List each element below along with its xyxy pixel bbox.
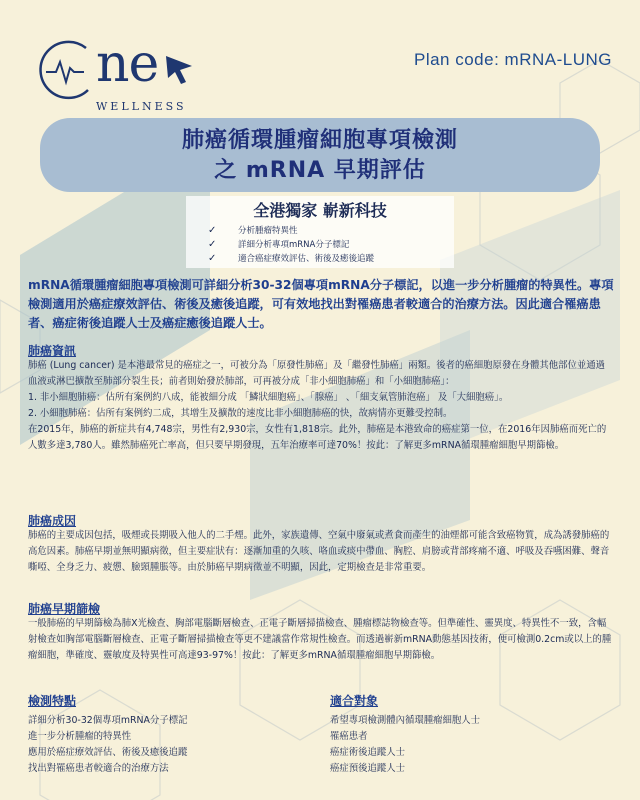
section-body-cause: [28, 528, 614, 576]
feature-item: ✓ 分析腫瘤特異性: [208, 225, 298, 236]
section-body-screening: [28, 616, 614, 664]
list-item: 找出對罹癌患者較適合的治療方法: [28, 763, 169, 774]
list-item: 癌症術後追蹤人士: [330, 747, 406, 758]
check-icon: ✓: [208, 253, 217, 264]
screening-paragraph-1: 一般肺癌的早期篩檢為肺X光檢查、胸部電腦斷層檢查、正電子斷層掃描檢查、腫瘤標誌物檢查等。但準確性、靈異度、特異性不一致，含輻射檢查如胸部電腦斷層檢查、正電子斷層掃描檢查等更不建議當作常規性檢查。而透過嶄新mRNA動態基因技術，便可檢測0.2cm或以上的腫瘤細胞，準確度、靈敏度及特異性可高達93-97%！按此：了解更多mRNA循環腫瘤細胞早期篩檢。: [28, 618, 612, 661]
list-item: 癌症預後追蹤人士: [330, 763, 406, 774]
section-title-cause: 肺癌成因: [28, 514, 77, 528]
list-item: 進一步分析腫瘤的特異性: [28, 731, 132, 742]
logo-ring-icon: [38, 38, 98, 102]
list-item: 罹癌患者: [330, 731, 368, 742]
title-line-1: 肺癌循環腫瘤細胞專項檢測: [181, 128, 458, 153]
feature-item: ✓ 適合癌症療效評估、術後及癒後追蹤: [208, 253, 375, 264]
info-paragraph-3: 2. 小細胞肺癌：佔所有案例約二成，其增生及擴散的速度比非小細胞肺癌的快，故病情亦更難受控制。: [28, 408, 453, 419]
logo-text: ne: [96, 34, 159, 94]
features-column: [28, 692, 318, 777]
section-body-info: [28, 358, 614, 454]
check-icon: ✓: [208, 239, 217, 250]
features-column-title: 檢測特點: [28, 694, 77, 708]
title-line-2: 之 mRNA 早期評估: [214, 158, 426, 183]
highlight-heading: 全港獨家 嶄新科技: [253, 201, 387, 220]
info-paragraph-4: 在2015年，肺癌的新症共有4,748宗，男性有2,930宗，女性有1,818宗。此外，肺癌是本港致命的癌症第一位，在2016年因肺癌而死亡的人數多達3,780人。雖然肺癌死亡率高，但只要早期發現，五年治療率可達70%！按此：了解更多mRNA循環腫瘤細胞早期篩檢。: [28, 424, 607, 451]
list-item: 希望專項檢測體內循環腫瘤細胞人士: [330, 715, 481, 726]
highlight-panel: [186, 196, 454, 268]
title-banner: [40, 118, 600, 192]
brand-logo: [44, 34, 204, 124]
feature-item: ✓ 詳細分析專項mRNA分子標記: [208, 239, 350, 250]
list-item: 詳細分析30-32個專項mRNA分子標記: [28, 715, 188, 726]
plan-code: Plan code: mRNA-LUNG: [413, 50, 612, 69]
cause-paragraph-1: 肺癌的主要成因包括，吸煙或長期吸入他人的二手煙。此外，家族遺傳、空氣中廢氣或煮食而產生的油煙都可能含致癌物質，成為誘發肺癌的高危因素。肺癌早期並無明顯病徵，但主要症狀有：逐漸加重的久咳、咯血或痰中帶血、胸腔、肩膀或背部疼痛不適、呼吸及吞嚥困難、聲音嘶啞、全身乏力、疲憊、臉頸腫脹等。由於肺癌早期病徵並不明顯，因此，定期檢查是非常重要。: [28, 530, 610, 573]
list-item: 應用於癌症療效評估、術後及癒後追蹤: [28, 747, 188, 758]
audience-column: [330, 692, 620, 777]
audience-column-title: 適合對象: [330, 694, 379, 708]
logo-subtitle: WELLNESS: [96, 100, 187, 113]
feature-list: [208, 224, 458, 266]
section-title-info: 肺癌資訊: [28, 344, 77, 358]
info-paragraph-2: 1. 非小細胞肺癌：佔所有案例約八成，能被細分成 「鱗狀細胞癌」、「腺癌」 、「細支氣管肺泡癌」 及「大細胞癌」。: [28, 392, 509, 403]
info-paragraph-1: 肺癌 (Lung cancer) 是本港最常見的癌症之一，可被分為「原發性肺癌」及「繼發性肺癌」兩類。後者的癌細胞原發在身體其他部位並通過血液或淋巴擴散至肺部分裂生長；前者則始發於肺部，可再被分成「非小細胞肺癌」和「小細胞肺癌」：: [28, 360, 606, 387]
check-icon: ✓: [208, 225, 217, 236]
intro-paragraph: mRNA循環腫瘤細胞專項檢測可詳細分析30-32個專項mRNA分子標記，以進一步分析腫瘤的特異性。專項檢測適用於癌症療效評估、術後及癒後追蹤，可有效地找出對罹癌患者較適合的治療方法。因此適合罹癌患者、癌症術後追蹤人士及癌症癒後追蹤人士。: [28, 278, 614, 330]
cursor-arrow-icon: [162, 52, 196, 86]
section-title-screening: 肺癌早期篩檢: [28, 602, 101, 616]
